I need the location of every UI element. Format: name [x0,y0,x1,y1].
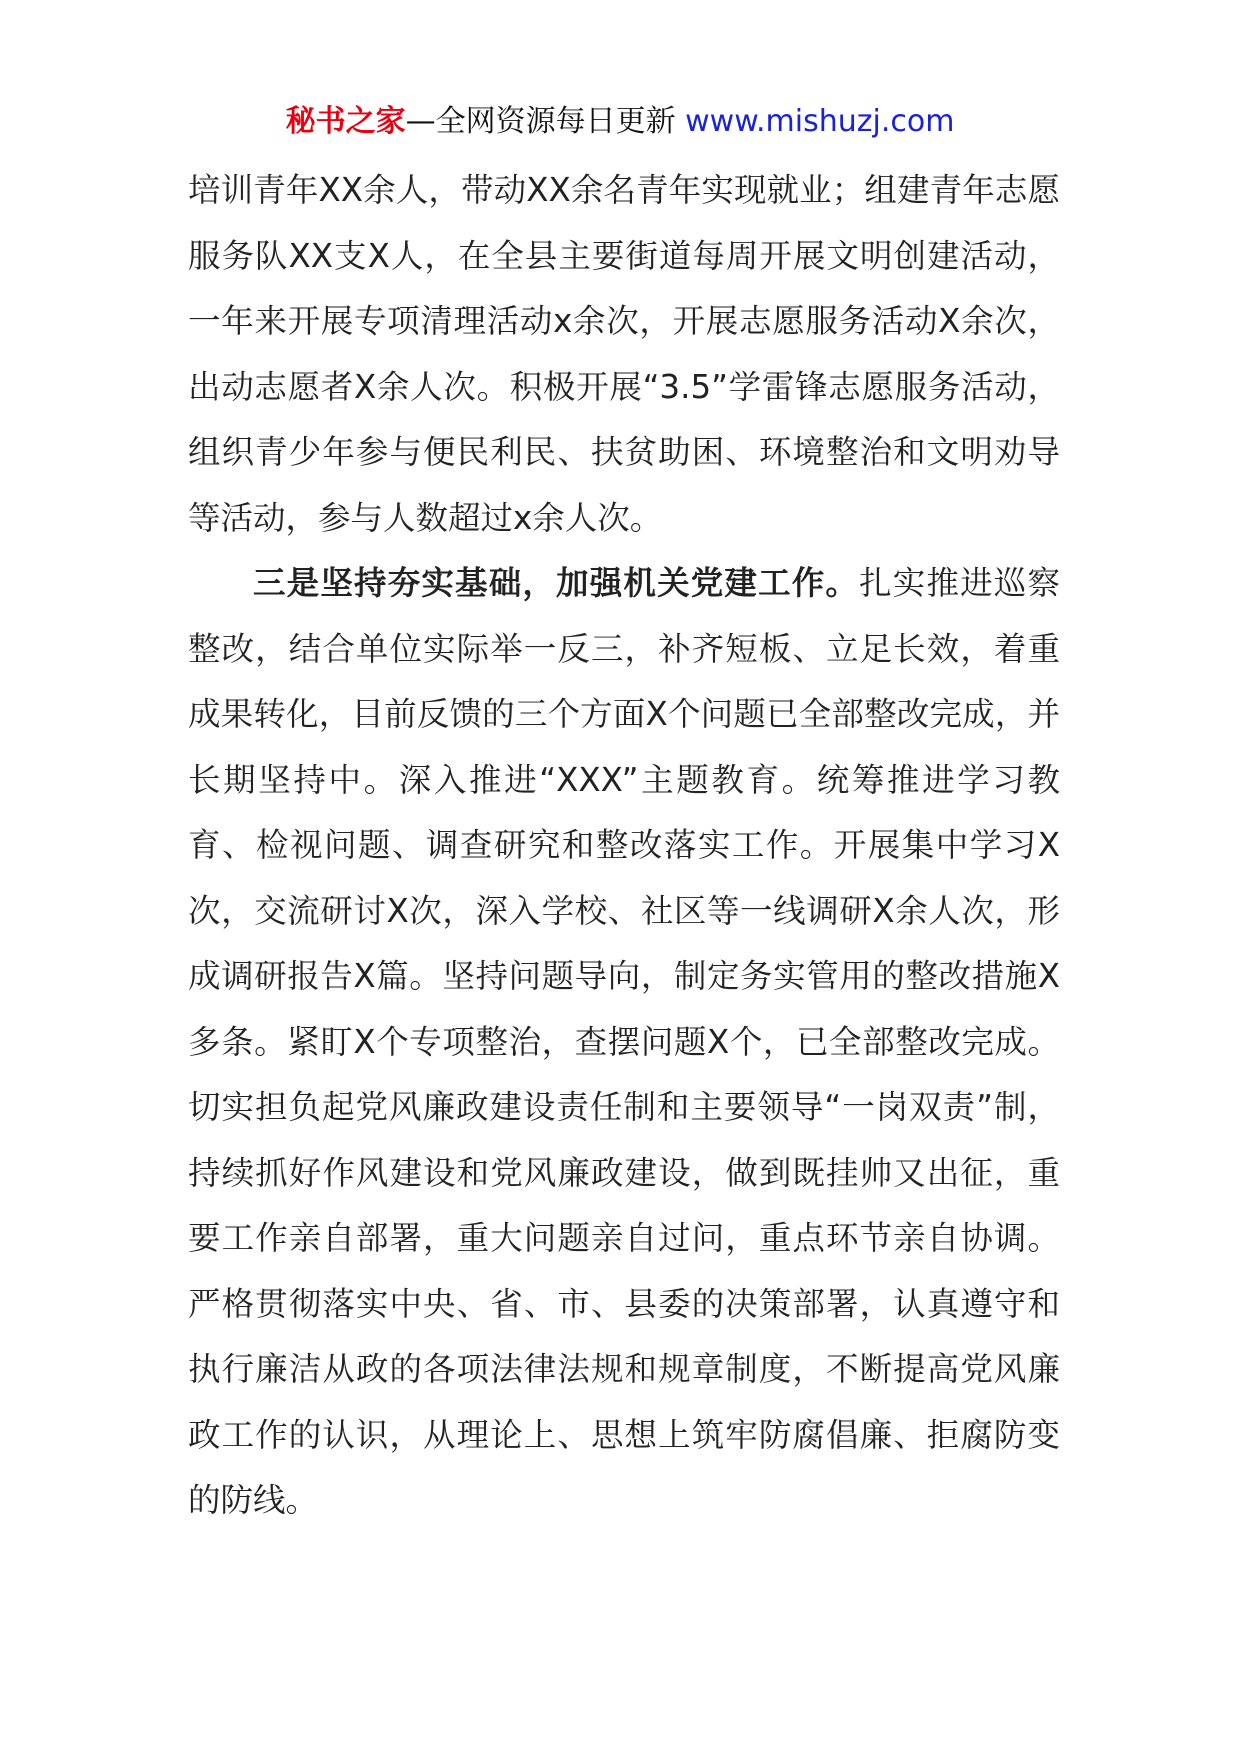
brand-name: 秘书之家 [285,104,406,139]
page-header [0,100,1240,144]
site-url-link[interactable]: www.mishuzj.com [685,104,955,139]
paragraph-2-heading: 三是坚持夯实基础，加强机关党建工作。 [253,564,860,602]
header-tagline: —全网资源每日更新 [405,104,676,139]
document-body [188,158,1060,1534]
paragraph-2-text: 扎实推进巡察整改，结合单位实际举一反三，补齐短板、立足长效，着重成果转化，目前反馈的三个方面X个问题已全部整改完成，并长期坚持中。深入推进“XXX”主题教育。统筹推进学习教育、检视问题、调查研究和整改落实工作。开展集中学习X次，交流研讨X次，深入学校、社区等一线调研X余人次，形成调研报告X篇。坚持问题导向，制定务实管用的整改措施X多条。紧盯X个专项整治，查摆问题X个，已全部整改完成。切实担负起党风廉政建设责任制和主要领导“一岗双责”制，持续抓好作风建设和党风廉政建设，做到既挂帅又出征，重要工作亲自部署，重大问题亲自过问，重点环节亲自协调。严格贯彻落实中央、省、市、县委的决策部署，认真遵守和执行廉洁从政的各项法律法规和规章制度，不断提高党风廉政工作的认识，从理论上、思想上筑牢防腐倡廉、拒腐防变的防线。 [188,564,1060,1519]
paragraph-2 [188,551,1060,1534]
paragraph-1: 培训青年XX余人，带动XX余名青年实现就业；组建青年志愿服务队XX支X人，在全县主要街道每周开展文明创建活动，一年来开展专项清理活动x余次，开展志愿服务活动X余次，出动志愿者X余人次。积极开展“3.5”学雷锋志愿服务活动，组织青少年参与便民利民、扶贫助困、环境整治和文明劝导等活动，参与人数超过x余人次。 [188,171,1060,537]
